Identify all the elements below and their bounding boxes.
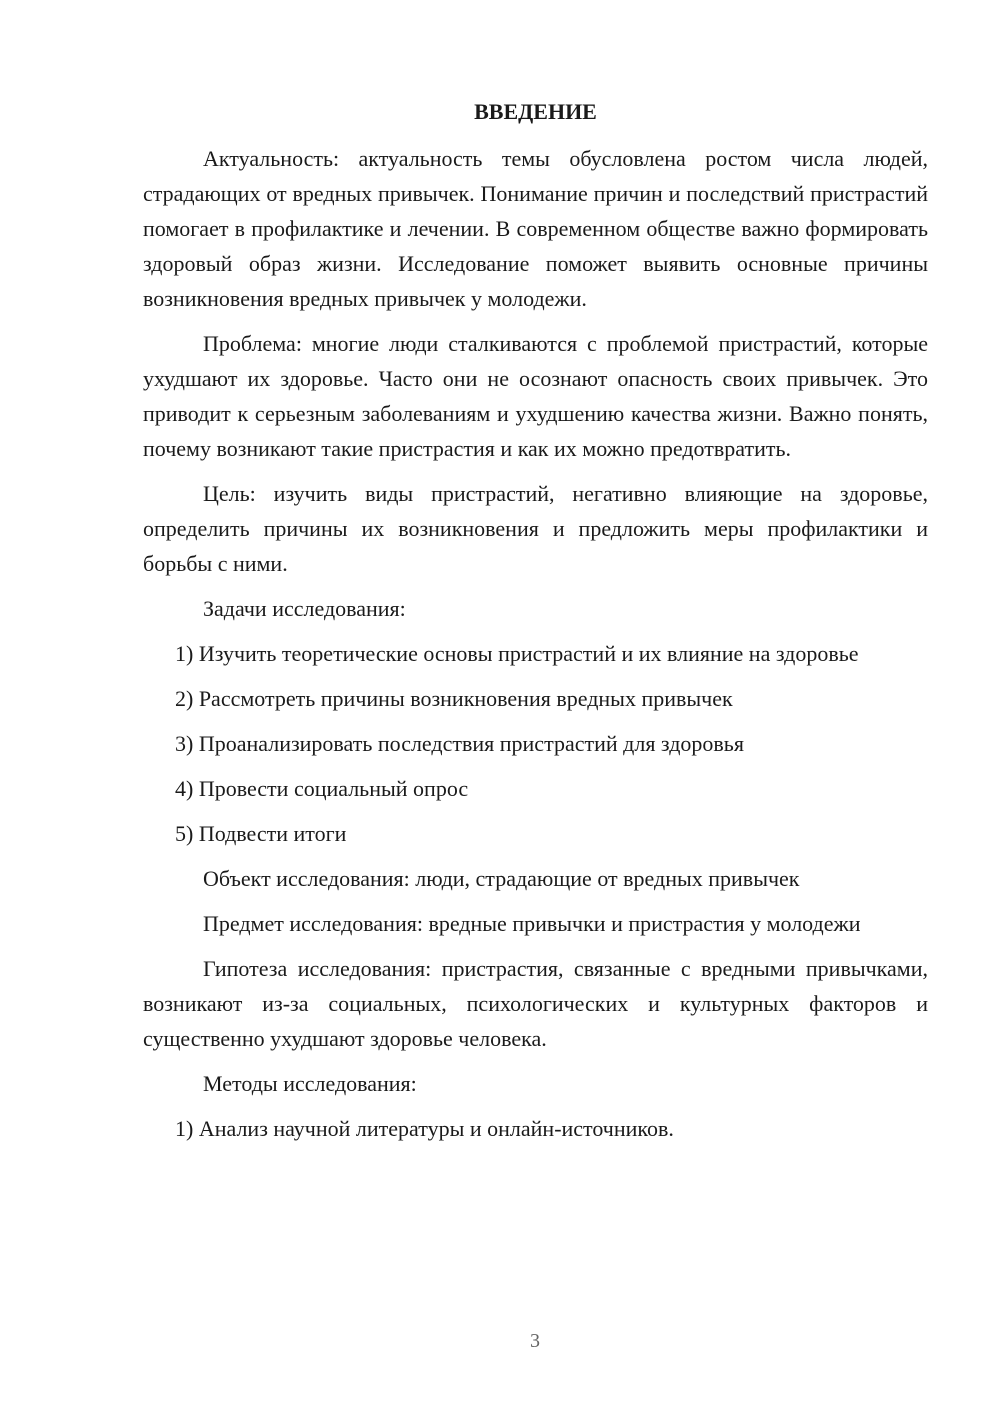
subject-paragraph: Предмет исследования: вредные привычки и пристрастия у молодежи — [203, 911, 861, 936]
task-item-4: 4) Провести социальный опрос — [175, 776, 469, 801]
task-item-1: 1) Изучить теоретические основы пристрастий и их влияние на здоровье — [175, 641, 859, 666]
relevance-paragraph: Актуальность: актуальность темы обусловлена ростом числа людей, страдающих от вредных привычек. Понимание причин и последствий пристрастий помогает в профилактике и лечении. В современном обществе важно формировать здоровый образ жизни. Исследование поможет выявить основные причины возникновения вредных привычек у молодежи. — [143, 146, 928, 311]
page-title: ВВЕДЕНИЕ — [474, 99, 597, 124]
task-item-5: 5) Подвести итоги — [175, 821, 347, 846]
tasks-heading: Задачи исследования: — [203, 596, 406, 621]
task-item-3: 3) Проанализировать последствия пристрастий для здоровья — [175, 731, 744, 756]
methods-heading: Методы исследования: — [203, 1071, 417, 1096]
method-item-1: 1) Анализ научной литературы и онлайн-источников. — [175, 1116, 674, 1141]
task-item-2: 2) Рассмотреть причины возникновения вредных привычек — [175, 686, 733, 711]
hypothesis-paragraph: Гипотеза исследования: пристрастия, связанные с вредными привычками, возникают из-за социальных, психологических и культурных факторов и существенно ухудшают здоровье человека. — [143, 956, 928, 1051]
page-content — [143, 94, 928, 1156]
goal-paragraph: Цель: изучить виды пристрастий, негативно влияющие на здоровье, определить причины их возникновения и предложить меры профилактики и борьбы с ними. — [143, 481, 928, 576]
problem-paragraph: Проблема: многие люди сталкиваются с проблемой пристрастий, которые ухудшают их здоровье. Часто они не осознают опасность своих привычек. Это приводит к серьезным заболеваниям и ухудшению качества жизни. Важно понять, почему возникают такие пристрастия и как их можно предотвратить. — [143, 331, 928, 461]
page-number: 3 — [530, 1330, 540, 1352]
object-paragraph: Объект исследования: люди, страдающие от вредных привычек — [203, 866, 800, 891]
